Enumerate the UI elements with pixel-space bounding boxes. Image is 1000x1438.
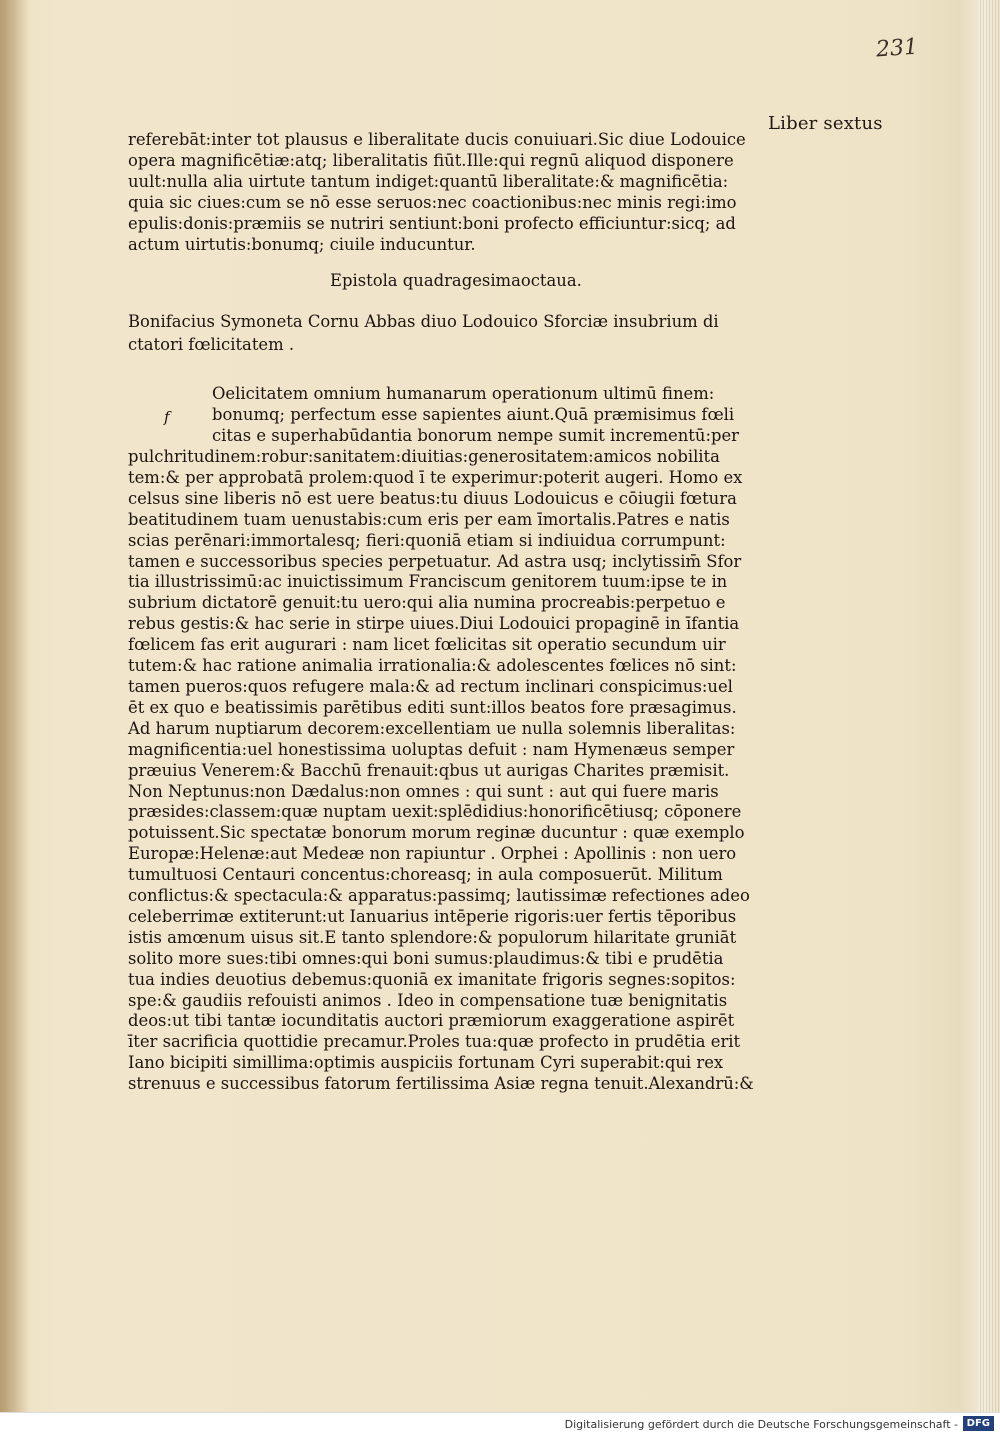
indented-paragraph [212, 384, 767, 447]
text-line: epulis:donis:præmiis se nutriri sentiunt:boni profecto efficiuntur:sicq; ad [128, 213, 736, 233]
text-line: īter sacrificia quottidie precamur.Proles tua:quæ profecto in prudētia erit [128, 1032, 741, 1052]
text-line: referebāt:inter tot plausus e liberalitate ducis conuiuari.Sic diue Lodouice [128, 130, 746, 149]
text-line: actum uirtutis:bonumq; ciuile inducuntur. [128, 234, 476, 254]
text-line: tamen pueros:quos refugere mala:& ad rectum inclinari conspicimus:uel [128, 676, 733, 696]
running-head: Liber sextus [768, 113, 883, 134]
text-line: tem:& per approbatā prolem:quod ī te experimur:poterit augeri. Homo ex [128, 467, 743, 487]
gutter-shadow [0, 0, 30, 1412]
address-line: ctatori fœlicitatem . [128, 335, 295, 354]
text-line: beatitudinem tuam uenustabis:cum eris per eam īmortalis.Patres e natis [128, 509, 730, 529]
text-line: quia sic ciues:cum se nō esse seruos:nec coactionibus:nec minis regi:imo [128, 192, 737, 212]
text-line: rebus gestis:& hac serie in stirpe uiues.Diui Lodouici propaginē in īfantia [128, 614, 740, 634]
text-line: ēt ex quo e beatissimis parētibus editi sunt:illos beatos fore præsagimus. [128, 697, 737, 717]
footer-bar [0, 1412, 1000, 1438]
dfg-logo: DFG [963, 1416, 994, 1431]
main-paragraph [128, 447, 768, 1095]
text-line: uult:nulla alia uirtute tantum indiget:quantū liberalitate:& magnificētia: [128, 171, 729, 191]
text-line: tumultuosi Centauri concentus:choreasq; in aula composuerūt. Militum [128, 865, 723, 885]
text-line: magnificentia:uel honestissima uoluptas defuit : nam Hymenæus semper [128, 739, 735, 759]
text-line: strenuus e successibus fatorum fertilissima Asiæ regna tenuit.Alexandrū:& [128, 1074, 754, 1094]
text-line: potuissent.Sic spectatæ bonorum morum reginæ ducuntur : quæ exemplo [128, 823, 745, 843]
text-line: istis amœnum uisus sit.E tanto splendore:& populorum hilaritate gruniāt [128, 927, 737, 947]
text-line: bonumq; perfectum esse sapientes aiunt.Quā præmisimus fœli [212, 404, 735, 424]
page-edge [978, 0, 1000, 1412]
text-line: Europæ:Helenæ:aut Medeæ non rapiuntur . Orphei : Apollinis : non uero [128, 844, 737, 864]
text-line: præsides:classem:quæ nuptam uexit:splēdidius:honorificētiusq; cōponere [128, 802, 742, 822]
address-line: Bonifacius Symoneta Cornu Abbas diuo Lodouico Sforciæ insubrium di [128, 312, 719, 331]
folio-number: 231 [875, 34, 919, 63]
text-line: opera magnificētiæ:atq; liberalitatis fiūt.Ille:qui regnū aliquod disponere [128, 150, 734, 170]
text-line: Oelicitatem omnium humanarum operationum ultimū finem: [212, 384, 715, 403]
text-line: Non Neptunus:non Dædalus:non omnes : qui sunt : aut qui fuere maris [128, 781, 719, 801]
text-line: celsus sine liberis nō est uere beatus:tu diuus Lodouicus e cōiugii fœtura [128, 488, 737, 508]
text-line: tutem:& hac ratione animalia irrationalia:& adolescentes fœlices nō sint: [128, 656, 737, 676]
initial-guide-letter: f [164, 408, 170, 426]
funding-notice: Digitalisierung gefördert durch die Deutsche Forschungsgemeinschaft - [564, 1418, 958, 1431]
text-line: pulchritudinem:robur:sanitatem:diuitias:generositatem:amicos nobilita [128, 447, 720, 466]
text-line: præuius Venerem:& Bacchū frenauit:qbus ut aurigas Charites præmisit. [128, 760, 730, 780]
text-line: subrium dictatorē genuit:tu uero:qui alia numina procreabis:perpetuo e [128, 593, 726, 613]
text-line: citas e superhabūdantia bonorum nempe sumit incrementū:per [212, 425, 739, 445]
address-block [128, 310, 768, 356]
text-line: Ad harum nuptiarum decorem:excellentiam ue nulla solemnis liberalitas: [128, 718, 736, 738]
text-line: tamen e successoribus species perpetuatur. Ad astra usq; inclytissim̄ Sfor [128, 551, 742, 571]
text-line: celeberrimæ extiterunt:ut Ianuarius intēperie rigoris:uer fertis tēporibus [128, 906, 737, 926]
text-line: deos:ut tibi tantæ iocunditatis auctori præmiorum exaggeratione aspirēt [128, 1011, 735, 1031]
text-line: Iano bicipiti simillima:optimis auspiciis fortunam Cyri superabit:qui rex [128, 1053, 724, 1073]
top-paragraph [128, 130, 768, 255]
text-line: tia illustrissimū:ac inuictissimum Franciscum genitorem tuum:ipse te in [128, 572, 728, 592]
text-line: scias perēnari:immortalesq; fieri:quoniā etiam si indiuidua corrumpunt: [128, 530, 726, 550]
text-line: conflictus:& spectacula:& apparatus:passimq; lautissimæ refectiones adeo [128, 886, 750, 906]
epistola-heading: Epistola quadragesimaoctaua. [330, 271, 582, 290]
text-line: solito more sues:tibi omnes:qui boni sumus:plaudimus:& tibi e prudētia [128, 948, 724, 968]
text-line: tua indies deuotius debemus:quoniā ex imanitate frigoris segnes:sopitos: [128, 969, 736, 989]
text-line: fœlicem fas erit augurari : nam licet fœlicitas sit operatio secundum uir [128, 635, 726, 655]
text-line: spe:& gaudiis refouisti animos . Ideo in compensatione tuæ benignitatis [128, 990, 728, 1010]
